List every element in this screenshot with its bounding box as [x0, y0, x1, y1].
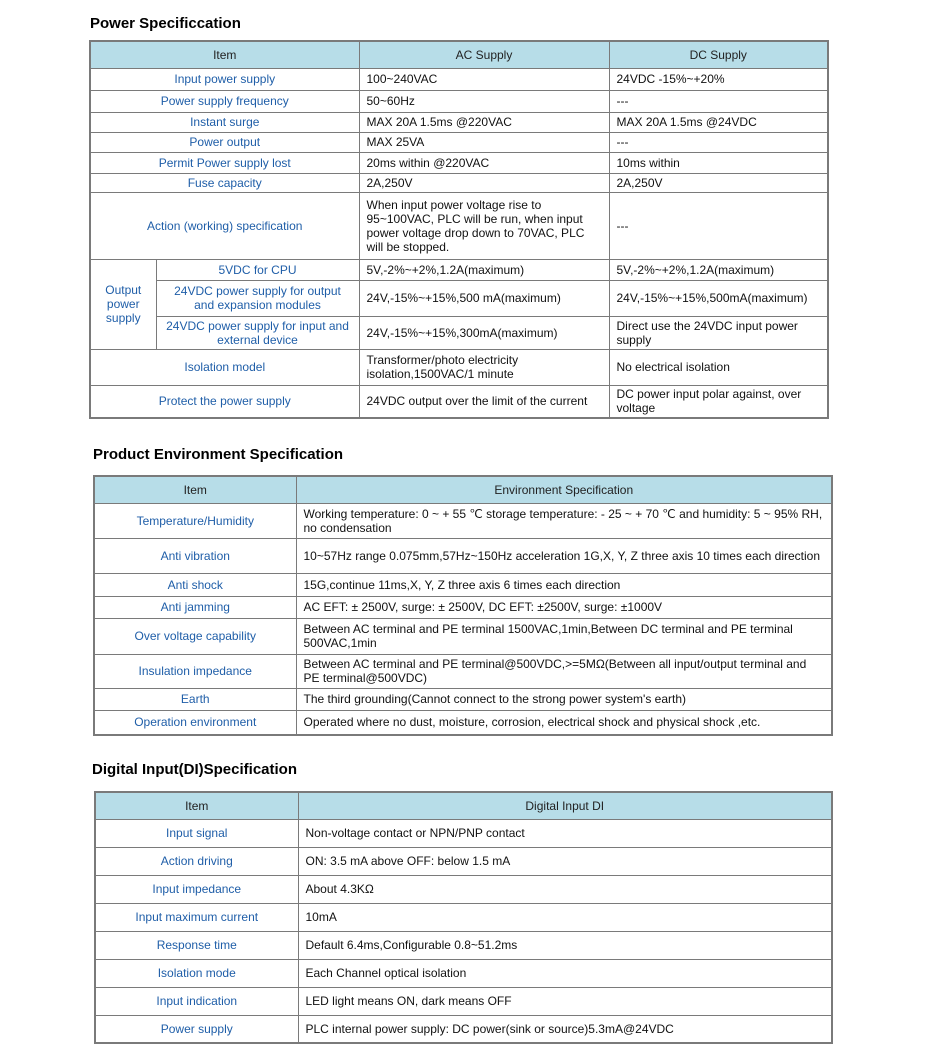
- item-cell: Anti vibration: [94, 538, 296, 573]
- ac-cell: 24V,-15%~+15%,300mA(maximum): [359, 316, 609, 349]
- ac-cell: 5V,-2%~+2%,1.2A(maximum): [359, 259, 609, 280]
- value-cell: PLC internal power supply: DC power(sink or source)5.3mA@24VDC: [298, 1015, 832, 1043]
- column-header: Environment Specification: [296, 476, 832, 503]
- value-cell: LED light means ON, dark means OFF: [298, 987, 832, 1015]
- value-cell: AC EFT: ± 2500V, surge: ± 2500V, DC EFT: ±2500V, surge: ±1000V: [296, 596, 832, 618]
- table-row: [90, 316, 828, 349]
- item-cell: Power supply: [95, 1015, 298, 1043]
- ac-cell: 20ms within @220VAC: [359, 152, 609, 173]
- column-header: Item: [94, 476, 296, 503]
- item-cell: Anti shock: [94, 573, 296, 596]
- output-power-group-label: Output power supply: [90, 259, 156, 349]
- ac-cell: 2A,250V: [359, 173, 609, 192]
- table-row: [90, 280, 828, 316]
- dc-cell: 2A,250V: [609, 173, 828, 192]
- table-row: [95, 875, 832, 903]
- table-row: [95, 931, 832, 959]
- item-cell: Isolation mode: [95, 959, 298, 987]
- dc-cell: 24V,-15%~+15%,500mA(maximum): [609, 280, 828, 316]
- digital-input-spec-title: Digital Input(DI)Specification: [92, 761, 297, 778]
- table-header-row: [90, 41, 828, 68]
- table-row: [90, 132, 828, 152]
- column-header: Digital Input DI: [298, 792, 832, 819]
- table-row: [90, 349, 828, 385]
- dc-cell: ---: [609, 132, 828, 152]
- item-cell: Fuse capacity: [90, 173, 359, 192]
- item-cell: Instant surge: [90, 112, 359, 132]
- dc-cell: MAX 20A 1.5ms @24VDC: [609, 112, 828, 132]
- value-cell: Between AC terminal and PE terminal@500VDC,>=5MΩ(Between all input/output terminal and PE terminal@500VDC): [296, 654, 832, 688]
- dc-cell: 24VDC -15%~+20%: [609, 68, 828, 90]
- item-cell: Earth: [94, 688, 296, 710]
- ac-cell: 50~60Hz: [359, 90, 609, 112]
- table-row: [94, 618, 832, 654]
- item-cell: Input maximum current: [95, 903, 298, 931]
- dc-cell: ---: [609, 90, 828, 112]
- item-cell: Power output: [90, 132, 359, 152]
- column-header: Item: [90, 41, 359, 68]
- item-cell: Input power supply: [90, 68, 359, 90]
- value-cell: About 4.3KΩ: [298, 875, 832, 903]
- table-row: [95, 987, 832, 1015]
- value-cell: Default 6.4ms,Configurable 0.8~51.2ms: [298, 931, 832, 959]
- table-row: [90, 90, 828, 112]
- dc-cell: ---: [609, 192, 828, 259]
- item-cell: Permit Power supply lost: [90, 152, 359, 173]
- item-cell: Isolation model: [90, 349, 359, 385]
- table-row: [90, 192, 828, 259]
- item-cell: 5VDC for CPU: [156, 259, 359, 280]
- item-cell: 24VDC power supply for output and expansion modules: [156, 280, 359, 316]
- value-cell: Operated where no dust, moisture, corrosion, electrical shock and physical shock ,etc.: [296, 710, 832, 735]
- item-cell: Input indication: [95, 987, 298, 1015]
- ac-cell: Transformer/photo electricity isolation,1500VAC/1 minute: [359, 349, 609, 385]
- item-cell: Over voltage capability: [94, 618, 296, 654]
- dc-cell: DC power input polar against, over voltage: [609, 385, 828, 418]
- table-row: [90, 152, 828, 173]
- ac-cell: MAX 25VA: [359, 132, 609, 152]
- value-cell: 15G,continue 11ms,X, Y, Z three axis 6 times each direction: [296, 573, 832, 596]
- ac-cell: 24VDC output over the limit of the current: [359, 385, 609, 418]
- table-row: [90, 259, 828, 280]
- item-cell: Protect the power supply: [90, 385, 359, 418]
- digital-input-spec-table: [94, 791, 833, 1044]
- value-cell: 10mA: [298, 903, 832, 931]
- item-cell: Temperature/Humidity: [94, 503, 296, 538]
- table-row: [95, 903, 832, 931]
- table-row: [90, 385, 828, 418]
- item-cell: Action driving: [95, 847, 298, 875]
- table-row: [94, 503, 832, 538]
- value-cell: Each Channel optical isolation: [298, 959, 832, 987]
- table-row: [90, 112, 828, 132]
- ac-cell: MAX 20A 1.5ms @220VAC: [359, 112, 609, 132]
- item-cell: 24VDC power supply for input and external device: [156, 316, 359, 349]
- ac-cell: 24V,-15%~+15%,500 mA(maximum): [359, 280, 609, 316]
- table-row: [94, 710, 832, 735]
- table-row: [94, 654, 832, 688]
- item-cell: Input signal: [95, 819, 298, 847]
- value-cell: Working temperature: 0 ~ + 55 ℃ storage temperature: - 25 ~ + 70 ℃ and humidity: 5 ~ 95% RH, no condensation: [296, 503, 832, 538]
- table-row: [94, 538, 832, 573]
- dc-cell: Direct use the 24VDC input power supply: [609, 316, 828, 349]
- dc-cell: 10ms within: [609, 152, 828, 173]
- item-cell: Power supply frequency: [90, 90, 359, 112]
- value-cell: Non-voltage contact or NPN/PNP contact: [298, 819, 832, 847]
- column-header: DC Supply: [609, 41, 828, 68]
- value-cell: 10~57Hz range 0.075mm,57Hz~150Hz acceleration 1G,X, Y, Z three axis 10 times each direction: [296, 538, 832, 573]
- table-row: [94, 688, 832, 710]
- environment-spec-table: [93, 475, 833, 736]
- table-row: [94, 596, 832, 618]
- item-cell: Insulation impedance: [94, 654, 296, 688]
- column-header: Item: [95, 792, 298, 819]
- table-row: [95, 959, 832, 987]
- column-header: AC Supply: [359, 41, 609, 68]
- dc-cell: 5V,-2%~+2%,1.2A(maximum): [609, 259, 828, 280]
- table-row: [95, 819, 832, 847]
- table-row: [90, 173, 828, 192]
- power-spec-title: Power Specificcation: [90, 15, 241, 32]
- item-cell: Anti jamming: [94, 596, 296, 618]
- table-row: [90, 68, 828, 90]
- power-spec-table: [89, 40, 829, 419]
- table-header-row: [94, 476, 832, 503]
- item-cell: Operation environment: [94, 710, 296, 735]
- ac-cell: 100~240VAC: [359, 68, 609, 90]
- value-cell: Between AC terminal and PE terminal 1500VAC,1min,Between DC terminal and PE terminal 500VAC,1min: [296, 618, 832, 654]
- table-header-row: [95, 792, 832, 819]
- item-cell: Input impedance: [95, 875, 298, 903]
- item-cell: Response time: [95, 931, 298, 959]
- item-cell: Action (working) specification: [90, 192, 359, 259]
- ac-cell: When input power voltage rise to 95~100VAC, PLC will be run, when input power voltage drop down to 70VAC, PLC will be stopped.: [359, 192, 609, 259]
- table-row: [95, 847, 832, 875]
- dc-cell: No electrical isolation: [609, 349, 828, 385]
- value-cell: The third grounding(Cannot connect to the strong power system's earth): [296, 688, 832, 710]
- value-cell: ON: 3.5 mA above OFF: below 1.5 mA: [298, 847, 832, 875]
- table-row: [94, 573, 832, 596]
- environment-spec-title: Product Environment Specification: [93, 446, 344, 463]
